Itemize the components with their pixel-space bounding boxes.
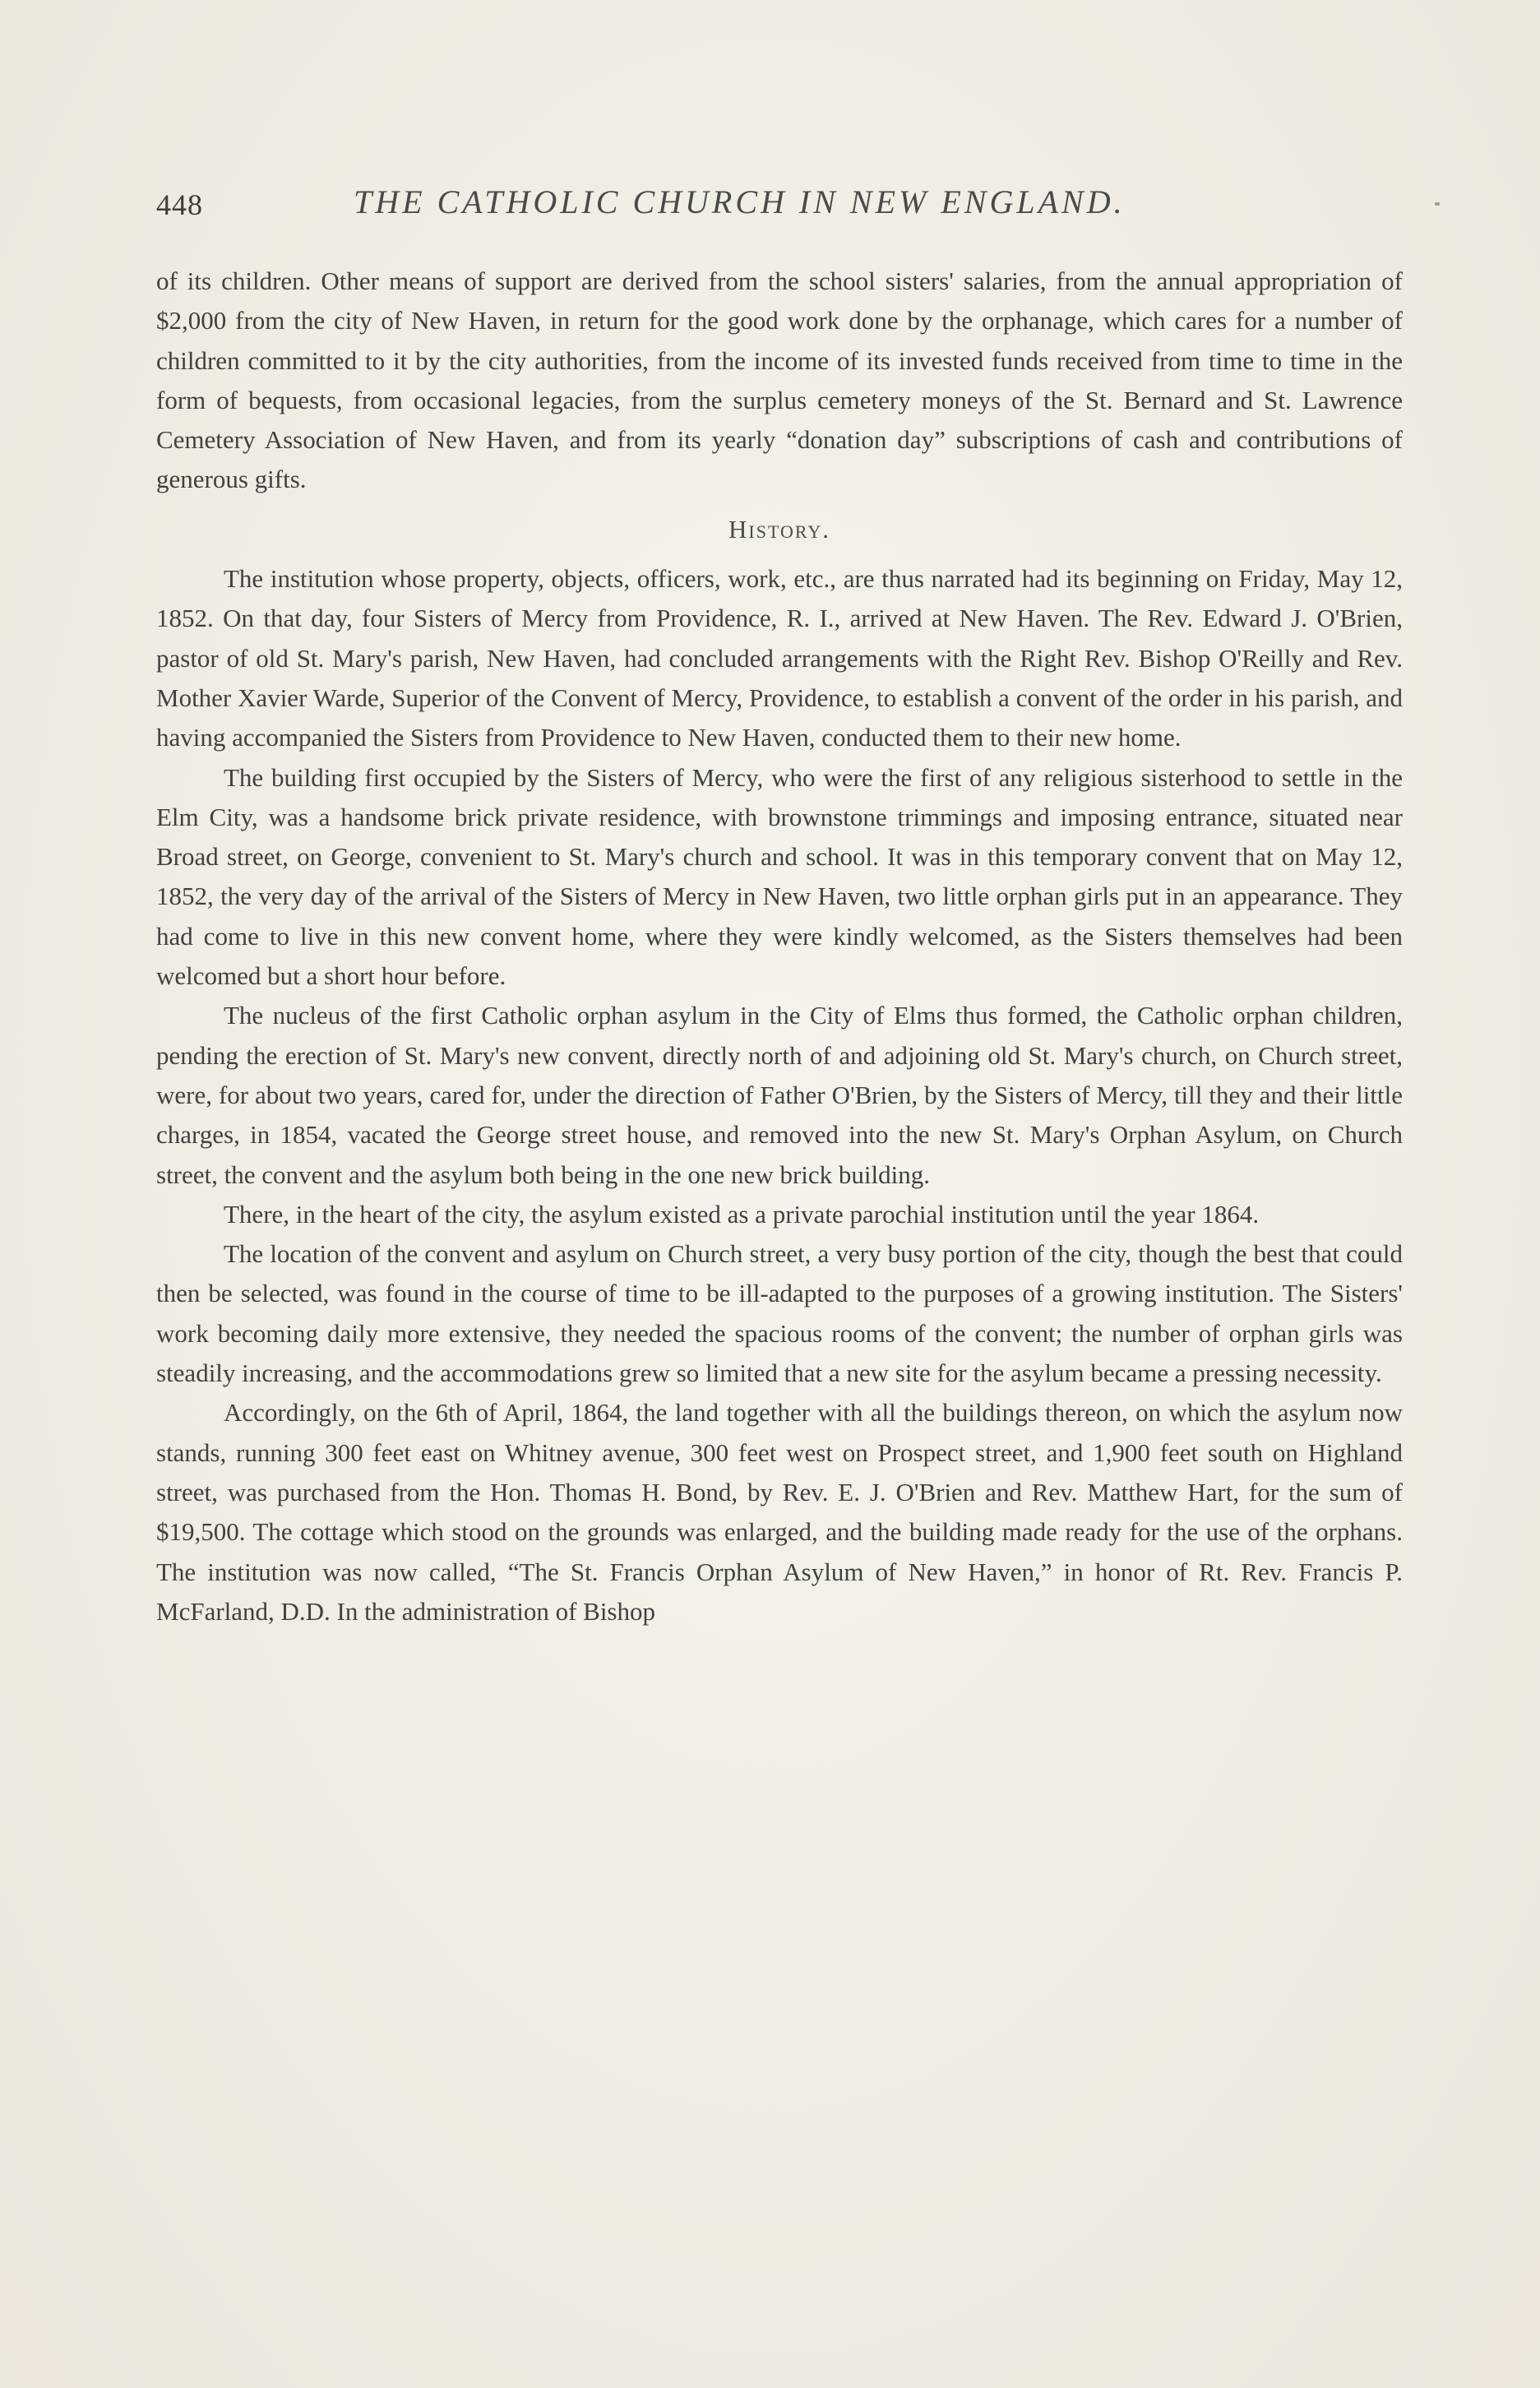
- paragraph-6: The location of the convent and asylum on Church street, a very busy portion of the city, though the best that could then be selected, was found in the course of time to be ill-adapted to the purposes of a growing institution. The Sisters' work becoming daily more extensive, they needed the spacious rooms of the convent; the number of orphan girls was steadily increasing, and the accommodations grew so limited that a new site for the asylum became a pressing necessity.: [156, 1239, 1403, 1388]
- paragraph-7: Accordingly, on the 6th of April, 1864, the land together with all the buildings thereon, on which the asylum now stands, running 300 feet east on Whitney avenue, 300 feet west on Prospect street, and 1,900 feet south on Highland street, was purchased from the Hon. Thomas H. Bond, by Rev. E. J. O'Brien and Rev. Matthew Hart, for the sum of $19,500. The cottage which stood on the grounds was enlarged, and the building made ready for the use of the orphans. The institution was now called, “The St. Francis Orphan Asylum of New Haven,” in honor of Rt. Rev. Francis P. McFarland, D.D. In the administration of Bishop: [156, 1398, 1403, 1626]
- body-text: [156, 261, 1403, 1631]
- page-number: 448: [156, 188, 203, 221]
- paragraph-5: There, in the heart of the city, the asylum existed as a private parochial institution until the year 1864.: [224, 1199, 1260, 1229]
- paragraph-3: The building first occupied by the Sisters of Mercy, who were the first of any religious sisterhood to settle in the Elm City, was a handsome brick private residence, with brownstone trimmings and imposing entrance, situated near Broad street, on George, convenient to St. Mary's church and school. It was in this temporary convent that on May 12, 1852, the very day of the arrival of the Sisters of Mercy in New Haven, two little orphan girls put in an appearance. They had come to live in this new convent home, where they were kindly welcomed, as the Sisters themselves had been welcomed but a short hour before.: [156, 762, 1403, 991]
- page-header: [156, 183, 1406, 232]
- paragraph-4: The nucleus of the first Catholic orphan asylum in the City of Elms thus formed, the Catholic orphan children, pending the erection of St. Mary's new convent, directly north of and adjoining old St. Mary's church, on Church street, were, for about two years, cared for, under the direction of Father O'Brien, by the Sisters of Mercy, till they and their little charges, in 1854, vacated the George street house, and removed into the new St. Mary's Orphan Asylum, on Church street, the convent and the asylum both being in the one new brick building.: [156, 1001, 1403, 1189]
- ink-smudge: [1435, 202, 1440, 206]
- running-head: THE CATHOLIC CHURCH IN NEW ENGLAND.: [354, 183, 1126, 220]
- paragraph-2: The institution whose property, objects, officers, work, etc., are thus narrated had its beginning on Friday, May 12, 1852. On that day, four Sisters of Mercy from Providence, R. I., arrived at New Haven. The Rev. Edward J. O'Brien, pastor of old St. Mary's parish, New Haven, had concluded arrangements with the Right Rev. Bishop O'Reilly and Rev. Mother Xavier Warde, Superior of the Convent of Mercy, Providence, to establish a convent of the order in his parish, and having accompanied the Sisters from Providence to New Haven, conducted them to their new home.: [156, 564, 1403, 752]
- section-heading-history: History.: [728, 514, 830, 544]
- paragraph-1: of its children. Other means of support are derived from the school sisters' salaries, from the annual appropriation of $2,000 from the city of New Haven, in return for the good work done by the orphanage, which cares for a number of children committed to it by the city authorities, from the income of its invested funds received from time to time in the form of bequests, from occasional legacies, from the surplus cemetery moneys of the St. Bernard and St. Lawrence Cemetery Association of New Haven, and from its yearly “donation day” subscriptions of cash and contributions of generous gifts.: [156, 266, 1403, 494]
